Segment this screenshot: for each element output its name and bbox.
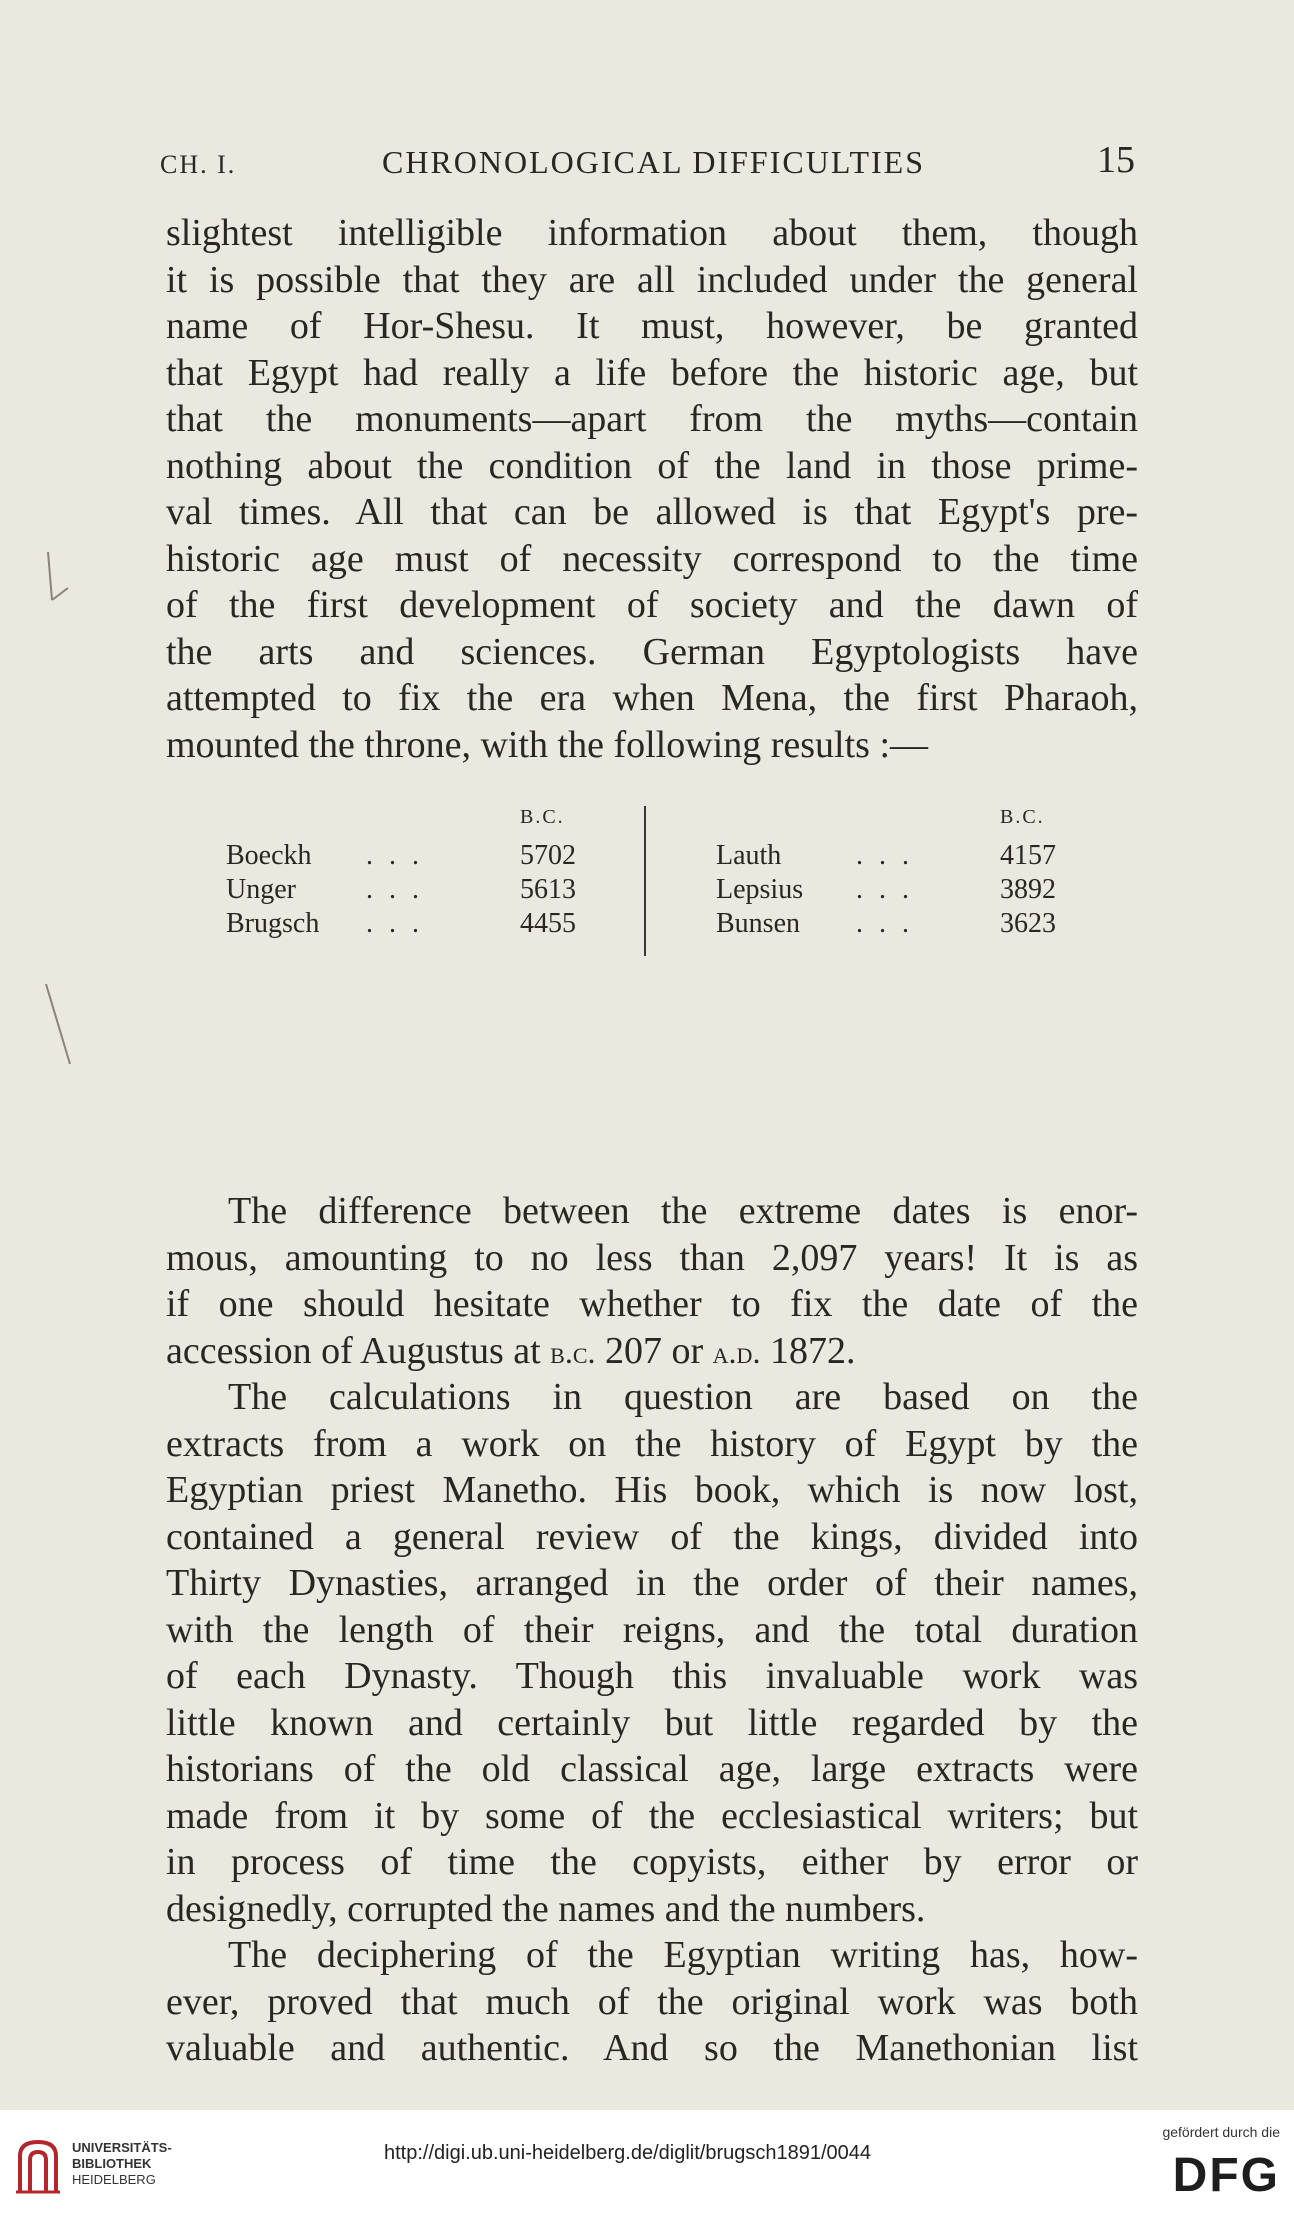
text-line: designedly, corrupted the names and the numbers.: [166, 1887, 926, 1930]
text-line: val times. All that can be allowed is that Egypt's pre-: [166, 491, 1138, 533]
text-line: Egyptian priest Manetho. His book, which is now lost,: [166, 1469, 1138, 1511]
leader-dots: ...: [366, 908, 435, 939]
text-line: little known and certainly but little regarded by the: [166, 1701, 1138, 1744]
library-emblem-icon: [14, 2136, 62, 2196]
text-line: the arts and sciences. German Egyptologists have: [166, 630, 1138, 673]
year-value: 3892: [1000, 874, 1056, 905]
text-line: that Egypt had really a life before the historic age, but: [166, 351, 1138, 394]
text-line: that the monuments—apart from the myths—contain: [166, 398, 1138, 440]
text-line: The difference between the extreme dates is enor-: [228, 1190, 1138, 1232]
text-line: mounted the throne, with the following results :—: [166, 723, 929, 766]
text-line: nothing about the condition of the land in those prime-: [166, 444, 1138, 487]
funded-by-label: gefördert durch die: [1162, 2124, 1280, 2140]
year-value: 5702: [520, 840, 576, 871]
year-value: 4455: [520, 908, 576, 939]
year-value: 5613: [520, 874, 576, 905]
text-line: mous, amounting to no less than 2,097 years! It is as: [166, 1236, 1138, 1279]
paragraph-4: [166, 1932, 1138, 2072]
text-line: accession of Augustus at b.c. 207 or a.d. 1872.: [166, 1329, 856, 1372]
running-header: [160, 138, 1135, 184]
text-line: contained a general review of the kings, divided into: [166, 1515, 1138, 1558]
leader-dots: ...: [856, 840, 925, 871]
scholar-name: Bunsen: [716, 908, 800, 939]
era-label: B.C.: [520, 806, 565, 828]
text-line: of each Dynasty. Though this invaluable work was: [166, 1655, 1138, 1697]
text-line: in process of time the copyists, either by error or: [166, 1841, 1138, 1883]
era-label: B.C.: [1000, 806, 1045, 828]
chronology-table: [226, 806, 1076, 956]
text-line: attempted to fix the era when Mena, the first Pharaoh,: [166, 677, 1138, 719]
text-line: name of Hor-Shesu. It must, however, be granted: [166, 305, 1138, 347]
library-name: UNIVERSITÄTS- BIBLIOTHEK HEIDELBERG: [72, 2140, 172, 2187]
scholar-name: Lepsius: [716, 874, 804, 905]
table-divider: [644, 806, 646, 956]
leader-dots: ...: [366, 840, 435, 871]
text-line: Thirty Dynasties, arranged in the order of their names,: [166, 1562, 1138, 1604]
library-logo: [14, 2132, 174, 2200]
text-line: if one should hesitate whether to fix the date of the: [166, 1283, 1138, 1325]
table-row: [226, 908, 586, 942]
chapter-label: CH. I.: [160, 150, 237, 179]
table-row: [716, 840, 1076, 874]
scholar-name: Brugsch: [226, 908, 320, 939]
scholar-name: Lauth: [716, 840, 782, 871]
text-line: with the length of their reigns, and the total duration: [166, 1608, 1138, 1651]
paragraph-1: [166, 210, 1138, 768]
year-value: 3623: [1000, 908, 1056, 939]
text-line: The deciphering of the Egyptian writing has, how-: [228, 1934, 1138, 1976]
permalink-url[interactable]: http://digi.ub.uni-heidelberg.de/diglit/brugsch1891/0044: [384, 2142, 872, 2164]
running-title: CHRONOLOGICAL DIFFICULTIES: [382, 144, 925, 180]
scholar-name: Boeckh: [226, 840, 312, 871]
dfg-logo: DFG: [1172, 2149, 1280, 2202]
text-line: it is possible that they are all included under the general: [166, 258, 1138, 301]
text-line: ever, proved that much of the original work was both: [166, 1980, 1138, 2023]
text-line: made from it by some of the ecclesiastical writers; but: [166, 1794, 1138, 1837]
leader-dots: ...: [366, 874, 435, 905]
text-line: historians of the old classical age, large extracts were: [166, 1748, 1138, 1790]
table-row: [226, 874, 586, 908]
text-line: The calculations in question are based on the: [228, 1376, 1138, 1418]
paragraph-2: [166, 1188, 1138, 1374]
scholar-name: Unger: [226, 874, 296, 905]
pencil-line-icon: [40, 980, 80, 1070]
paragraph-3: [166, 1374, 1138, 1932]
text-line: extracts from a work on the history of Egypt by the: [166, 1422, 1138, 1465]
leader-dots: ...: [856, 908, 925, 939]
table-row: [716, 874, 1076, 908]
text-line: historic age must of necessity correspond to the time: [166, 537, 1138, 580]
body-text: [166, 210, 1138, 2072]
leader-dots: ...: [856, 874, 925, 905]
text-line: valuable and authentic. And so the Manethonian list: [166, 2027, 1138, 2069]
year-value: 4157: [1000, 840, 1056, 871]
pencil-mark-icon: [40, 548, 90, 608]
text-line: slightest intelligible information about them, though: [166, 212, 1138, 254]
digitization-footer: [0, 2110, 1294, 2213]
text-line: of the first development of society and the dawn of: [166, 584, 1138, 626]
page-number: 15: [1097, 139, 1135, 181]
table-row: [226, 840, 586, 874]
table-row: [716, 908, 1076, 942]
